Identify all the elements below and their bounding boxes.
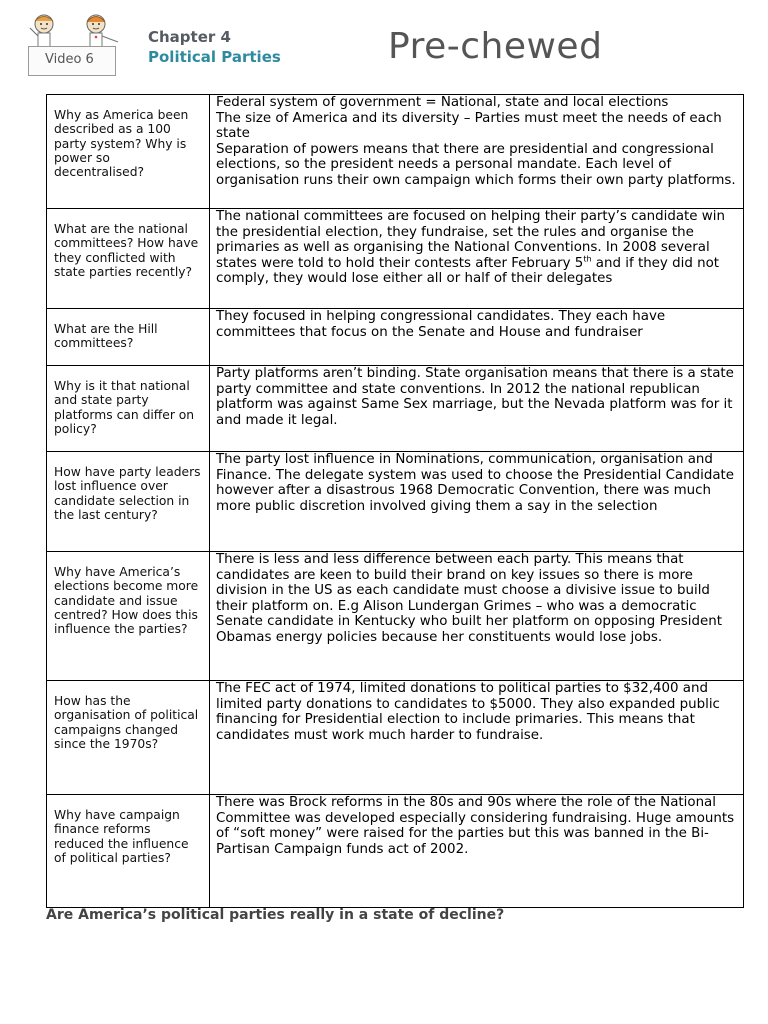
question-cell [47,309,210,366]
answer-cell [210,95,744,209]
question-text: How has the organisation of political campaigns changed since the 1970s? [54,694,199,751]
answer-cell [210,366,744,452]
question-cell [47,95,210,209]
table-row [47,552,744,681]
chapter-subtitle: Political Parties [148,48,281,66]
table-row [47,309,744,366]
footer-question: Are America’s political parties really in a state of decline? [46,907,505,923]
question-text: What are the national committees? How have they conflicted with state parties recently? [54,222,199,279]
video-logo [26,12,124,80]
question-text: Why have campaign finance reforms reduced the influence of political parties? [54,808,189,865]
table-row [47,795,744,908]
question-text: How have party leaders lost influence over candidate selection in the last century? [54,465,201,522]
page-title: Pre-chewed [388,26,603,67]
table-row [47,209,744,309]
answer-text: There is less and less difference between each party. This means that candidates are keen to build their brand on key issues so there is more division in the US as each candidate must choose a divisive issue to build their platform on. E.g Alison Lundergan Grimes – who was a democratic Senate candidate in Kentucky who built her platform on opposing President Obamas energy policies because her constituents would lose jobs. [216,552,722,645]
question-text: Why as America been described as a 100 party system? Why is power so decentralised? [54,108,189,180]
question-cell [47,795,210,908]
question-text: Why is it that national and state party platforms can differ on policy? [54,379,195,436]
question-cell [47,681,210,795]
table-row [47,452,744,552]
answer-cell [210,795,744,908]
table-row [47,681,744,795]
answer-text: The national committees are focused on helping their party’s candidate win the presidential election, they fundraise, set the rules and organise the primaries as well as organising the National Conventions. In 2008 several states were told to hold their contests after February 5th and if they did not comply, they would lose either all or half of their delegates [216,209,725,286]
question-text: Why have America’s elections become more candidate and issue centred? How does this influence the parties? [54,565,199,637]
answer-cell [210,309,744,366]
answer-text: The FEC act of 1974, limited donations to political parties to $32,400 and limited party donations to candidates to $5000. They also expanded public financing for Presidential election to include primaries. This means that candidates must work much harder to fundraise. [216,681,720,743]
question-cell [47,366,210,452]
answer-text: Party platforms aren’t binding. State organisation means that there is a state party committee and state conventions. In 2012 the national republican platform was against Same Sex marriage, but the Nevada platform was for it and made it legal. [216,366,734,428]
chapter-label: Chapter 4 [148,28,231,46]
answer-cell [210,681,744,795]
video-label: Video 6 [45,52,94,67]
answer-cell [210,552,744,681]
question-text: What are the Hill committees? [54,322,158,351]
question-cell [47,209,210,309]
answer-text: Federal system of government = National, state and local elections The size of America and its diversity – Parties must meet the needs of each state Separation of powers means that there are presidential and congressional elections, so the president needs a personal mandate. Each level of organisation runs their own campaign which forms their own party platforms. [216,95,736,188]
answer-cell [210,452,744,552]
answer-text: The party lost influence in Nominations, communication, organisation and Finance. The delegate system was used to choose the Presidential Candidate however after a disastrous 1968 Democratic Convention, there was much more public discretion involved giving them a say in the selection [216,452,735,514]
question-cell [47,452,210,552]
question-cell [47,552,210,681]
answer-text: There was Brock reforms in the 80s and 90s where the role of the National Committee was developed especially considering fundraising. Huge amounts of “soft money” were raised for the parties but this was banned in the Bi-Partisan Campaign funds act of 2002. [216,795,735,857]
qa-table [46,94,744,908]
table-row [47,95,744,209]
table-row [47,366,744,452]
answer-cell [210,209,744,309]
video-label-box [28,46,116,76]
answer-text: They focused in helping congressional candidates. They each have committees that focus on the Senate and House and fundraiser [216,309,666,340]
